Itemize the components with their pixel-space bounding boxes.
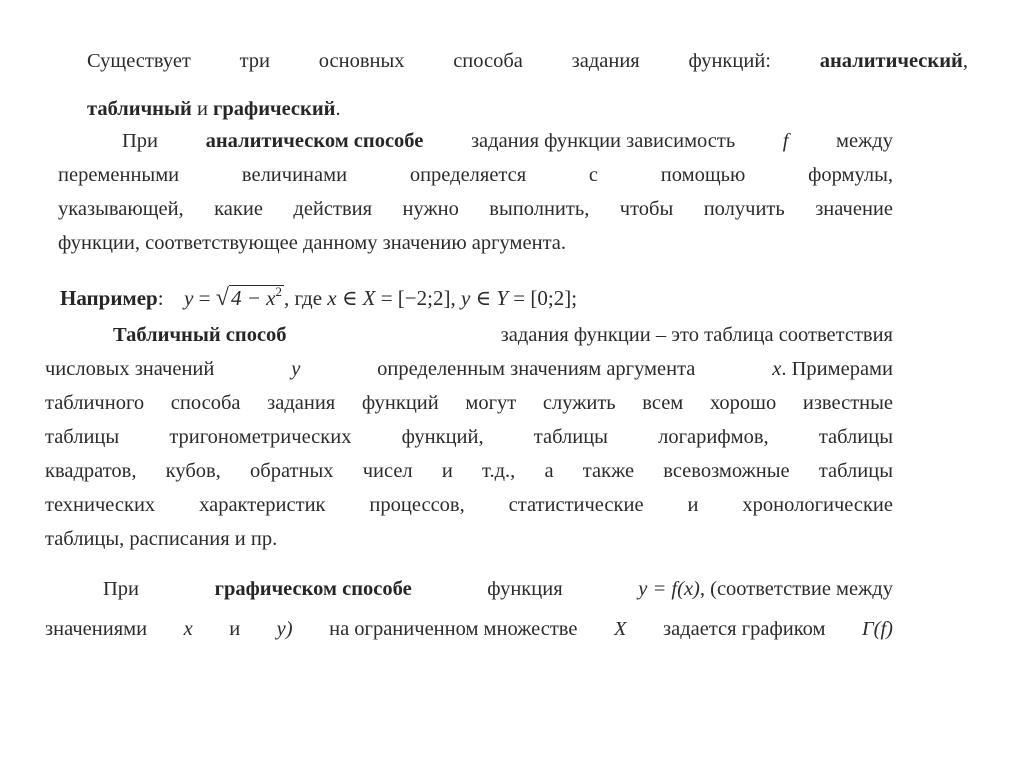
tabular-line-5: квадратов, кубов, обратных чисел и т.д., а также всевозможные таблицы [45, 460, 893, 482]
intro-word: основных [318, 50, 405, 72]
intro-word: три [239, 50, 271, 72]
example-label: Например [60, 286, 158, 310]
graphic-bold: графическом способе [214, 578, 412, 600]
math-x: x [772, 358, 782, 380]
analytic-bold: аналитическом способе [205, 130, 424, 152]
sqrt-expression: $√4 - x^2$ [215, 284, 282, 311]
math-f: f [782, 130, 789, 152]
tabular-line-3: табличного способа задания функций могут служить всем хорошо известные [45, 392, 893, 414]
intro-bold-graphic: графический [213, 98, 336, 120]
intro-word: функций: [688, 50, 771, 72]
intro-word: задания [571, 50, 640, 72]
intro-bold-analytic: аналитический [819, 50, 963, 72]
math-y-equals-f-x: y = f(x) [638, 578, 700, 600]
analytic-line-4: функции, соответствующее данному значению аргумента. [58, 232, 567, 254]
math-y: y [184, 286, 194, 310]
tabular-paragraph: Табличный способ задания функции – это таблица соответствия числовых значений y определенным значениям аргумента x. Примерами табличного способа задания функций могут служить всем хорошо известные таблицы тригонометрических функций, таблицы логарифмов, таблицы квадратов, кубов, обратных чисел и т.д., а также всевозможные таблицы технических характеристик процессов, статистические и хронологические таблицы, расписания и пр. [45, 318, 893, 556]
analytic-line-2: переменными величинами определяется с помощью формулы, [58, 164, 893, 186]
tabular-line-4: таблицы тригонометрических функций, таблицы логарифмов, таблицы [45, 426, 893, 448]
example-line: Например: $y = √4 - x^2$, где x ∈ X = [−2;2], y ∈ Y = [0;2]; [60, 272, 880, 318]
math-y-in-Y: y ∈ Y [460, 286, 509, 310]
intro-paragraph: Существует три основных способа задания функций: аналитический, табличный и графический. [87, 42, 968, 128]
analytic-line-3: указывающей, какие действия нужно выполнить, чтобы получить значение [58, 198, 893, 220]
tabular-line-6: технических характеристик процессов, статистические и хронологические [45, 494, 893, 516]
graphic-paragraph: При графическом способе функция y = f(x), (соответствие между значениями x и y) на ограниченном множестве X задается графиком Γ(f) [45, 569, 893, 649]
math-x: x [183, 618, 193, 640]
math-y: y [291, 358, 301, 380]
tabular-bold: Табличный способ [113, 324, 287, 346]
intro-bold-tabular: табличный [87, 98, 192, 120]
intro-word: способа [453, 50, 523, 72]
tabular-line-7: таблицы, расписания и пр. [45, 528, 278, 550]
analytic-paragraph: При аналитическом способе задания функции зависимость f между переменными величинами определяется с помощью формулы, указывающей, какие действия нужно выполнить, чтобы получить значение функции, соответствующее данному значению аргумента. [58, 124, 893, 260]
math-x-in-X: x ∈ X [327, 286, 376, 310]
math-gamma-f: Γ(f) [861, 618, 893, 640]
math-y: y) [276, 618, 293, 640]
radical-sign: √ [215, 285, 229, 311]
math-X: X [613, 618, 627, 640]
intro-word: Существует [87, 50, 191, 72]
